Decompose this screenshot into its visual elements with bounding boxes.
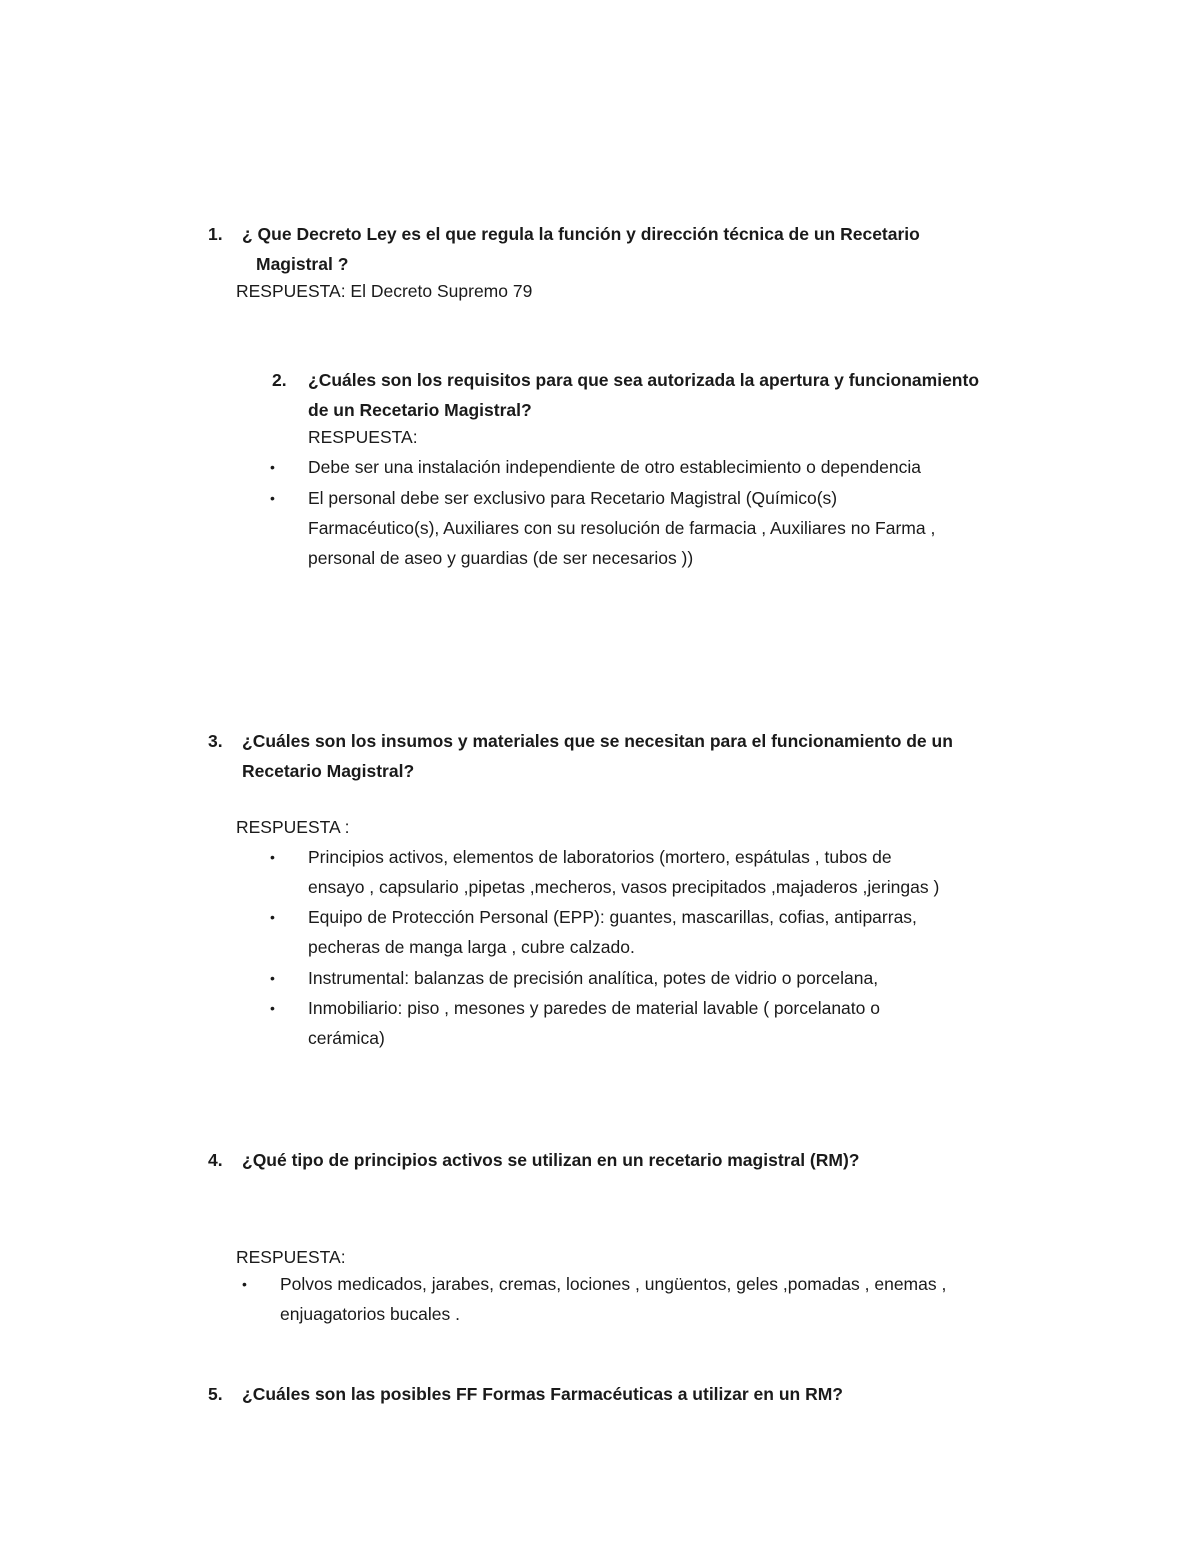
question-text [242, 726, 953, 786]
list-item: Instrumental: balanzas de precisión analítica, potes de vidrio o porcelana, [308, 968, 879, 988]
question-number: 2. [272, 370, 287, 390]
bullet-icon: • [242, 1276, 247, 1292]
question-text [308, 365, 979, 425]
bullet-icon: • [270, 970, 275, 986]
list-item: Polvos medicados, jarabes, cremas, lociones , ungüentos, geles ,pomadas , enemas , enjuagatorios bucales . [280, 1274, 947, 1324]
question-number: 4. [208, 1150, 223, 1170]
bullet-icon: • [270, 490, 275, 506]
question-number: 1. [208, 224, 223, 244]
question-line: ¿Qué tipo de principios activos se utilizan en un recetario magistral (RM)? [242, 1150, 860, 1170]
question-number: 3. [208, 731, 223, 751]
question-text [242, 1145, 859, 1175]
bullet-icon: • [270, 459, 275, 475]
list-item: Principios activos, elementos de laboratorios (mortero, espátulas , tubos de ensayo , capsulario ,pipetas ,mecheros, vasos precipitados ,majaderos ,jeringas ) [308, 847, 940, 897]
question-line: Magistral ? [256, 254, 349, 274]
answer-text: RESPUESTA: El Decreto Supremo 79 [236, 281, 533, 301]
question-line: Recetario Magistral? [242, 761, 415, 781]
list-item: El personal debe ser exclusivo para Recetario Magistral (Químico(s) Farmacéutico(s), Auxiliares con su resolución de farmacia , Auxiliares no Farma , personal de aseo y guardias (de ser necesarios )) [308, 488, 936, 568]
answer-label: RESPUESTA: [308, 427, 418, 447]
list-item: Debe ser una instalación independiente de otro establecimiento o dependencia [308, 457, 921, 477]
bullet-icon: • [270, 849, 275, 865]
question-text [242, 219, 920, 279]
question-line: ¿Cuáles son los insumos y materiales que se necesitan para el funcionamiento de un [242, 731, 953, 751]
bullet-icon: • [270, 909, 275, 925]
question-line: ¿ Que Decreto Ley es el que regula la función y dirección técnica de un Recetario [242, 224, 920, 244]
list-item: Inmobiliario: piso , mesones y paredes de material lavable ( porcelanato o cerámica) [308, 998, 880, 1048]
list-item: Equipo de Protección Personal (EPP): guantes, mascarillas, cofias, antiparras, pecheras de manga larga , cubre calzado. [308, 907, 917, 957]
question-line: ¿Cuáles son los requisitos para que sea autorizada la apertura y funcionamiento [308, 370, 980, 390]
question-text [242, 1379, 843, 1409]
bullet-icon: • [270, 1000, 275, 1016]
question-line: ¿Cuáles son las posibles FF Formas Farmacéuticas a utilizar en un RM? [242, 1384, 843, 1404]
question-line: de un Recetario Magistral? [308, 400, 532, 420]
answer-label: RESPUESTA: [236, 1247, 346, 1267]
question-number: 5. [208, 1384, 223, 1404]
answer-label: RESPUESTA : [236, 817, 350, 837]
